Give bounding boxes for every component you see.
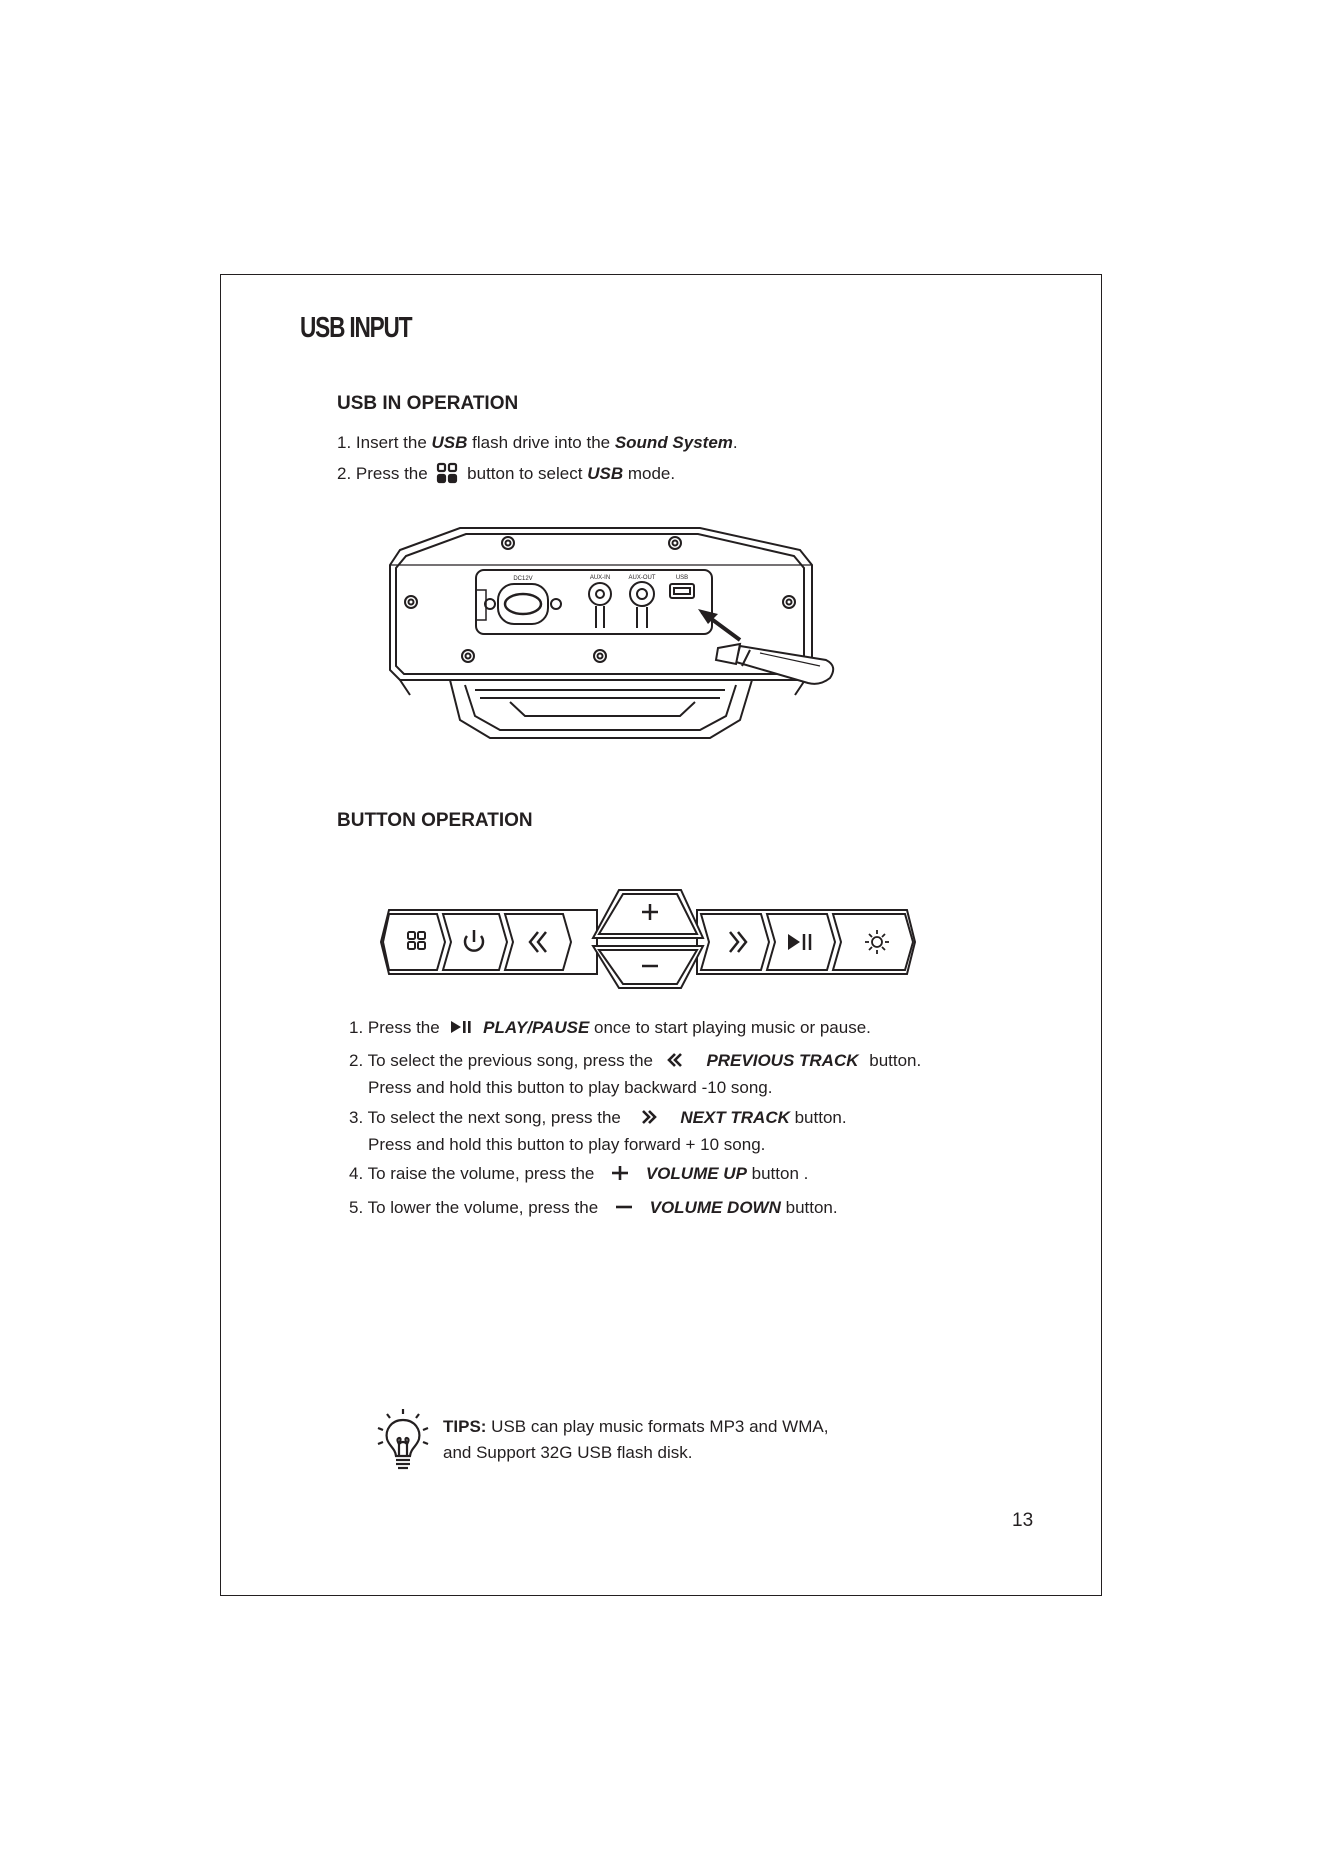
- button-step-2: [349, 1051, 921, 1071]
- aux-in-label: AUX-IN: [589, 575, 611, 581]
- usb-step-2-usb: USB: [587, 463, 624, 483]
- usb-step-2-text: 2. Press the: [337, 463, 433, 483]
- usb-step-1-mid: flash drive into the: [467, 433, 615, 452]
- control-panel-illustration: [375, 884, 920, 992]
- page-title: USB INPUT: [300, 312, 412, 344]
- button-step-3: [349, 1108, 847, 1128]
- button-step-5: [349, 1198, 838, 1219]
- button-step-2-text: 2. To select the previous song, press the: [349, 1051, 658, 1070]
- tips-line-1: [443, 1417, 828, 1437]
- tips-line-2: and Support 32G USB flash disk.: [443, 1443, 693, 1462]
- volume-up-label: VOLUME UP: [645, 1164, 747, 1183]
- button-step-4: [349, 1164, 808, 1185]
- aux-out-label: AUX-OUT: [628, 575, 656, 581]
- usb-step-1: [337, 433, 738, 453]
- previous-icon: [664, 1052, 692, 1068]
- button-step-1: [349, 1018, 871, 1038]
- usb-step-1-usb: USB: [431, 433, 468, 452]
- plus-icon: [609, 1164, 631, 1182]
- button-step-1-end: once to start playing music or pause.: [589, 1018, 871, 1037]
- volume-down-label: VOLUME DOWN: [649, 1198, 781, 1217]
- page-number: 13: [1012, 1510, 1034, 1531]
- usb-step-2-mid: button to select: [467, 463, 588, 483]
- speaker-rear-panel-illustration: [380, 520, 860, 745]
- button-step-5-text: 5. To lower the volume, press the: [349, 1198, 603, 1217]
- button-step-1-text: 1. Press the: [349, 1018, 445, 1037]
- button-step-3-end: button.: [789, 1108, 847, 1127]
- usb-step-2-end: mode.: [623, 463, 676, 483]
- play-pause-icon: [448, 1019, 474, 1035]
- usb-label: USB: [675, 575, 689, 581]
- button-section-title: BUTTON OPERATION: [337, 810, 533, 831]
- play-pause-label: PLAY/PAUSE: [483, 1018, 590, 1037]
- next-icon: [638, 1109, 666, 1125]
- usb-step-1-sound-system: Sound System: [614, 433, 733, 452]
- tips-label: TIPS:: [443, 1417, 487, 1436]
- dc-label: DC12V: [513, 576, 533, 582]
- minus-icon: [613, 1198, 635, 1216]
- usb-step-2: [337, 462, 675, 487]
- usb-step-1-end: .: [732, 433, 738, 452]
- next-track-label: NEXT TRACK: [680, 1108, 790, 1127]
- button-step-3-sub: Press and hold this button to play forward + 10 song.: [368, 1135, 766, 1154]
- mode-icon: [436, 462, 458, 484]
- usb-step-1-text: 1. Insert the: [337, 433, 432, 452]
- button-step-2-end: button.: [864, 1051, 922, 1070]
- button-step-2-sub: Press and hold this button to play backward -10 song.: [368, 1078, 773, 1097]
- button-step-4-text: 4. To raise the volume, press the: [349, 1164, 600, 1183]
- usb-section-title: USB IN OPERATION: [337, 393, 519, 414]
- tips-text-1: USB can play music formats MP3 and WMA,: [486, 1417, 829, 1436]
- button-step-4-end: button .: [746, 1164, 809, 1183]
- lightbulb-icon: [375, 1408, 431, 1474]
- button-step-5-end: button.: [780, 1198, 838, 1217]
- previous-track-label: PREVIOUS TRACK: [706, 1051, 859, 1070]
- button-step-3-text: 3. To select the next song, press the: [349, 1108, 626, 1127]
